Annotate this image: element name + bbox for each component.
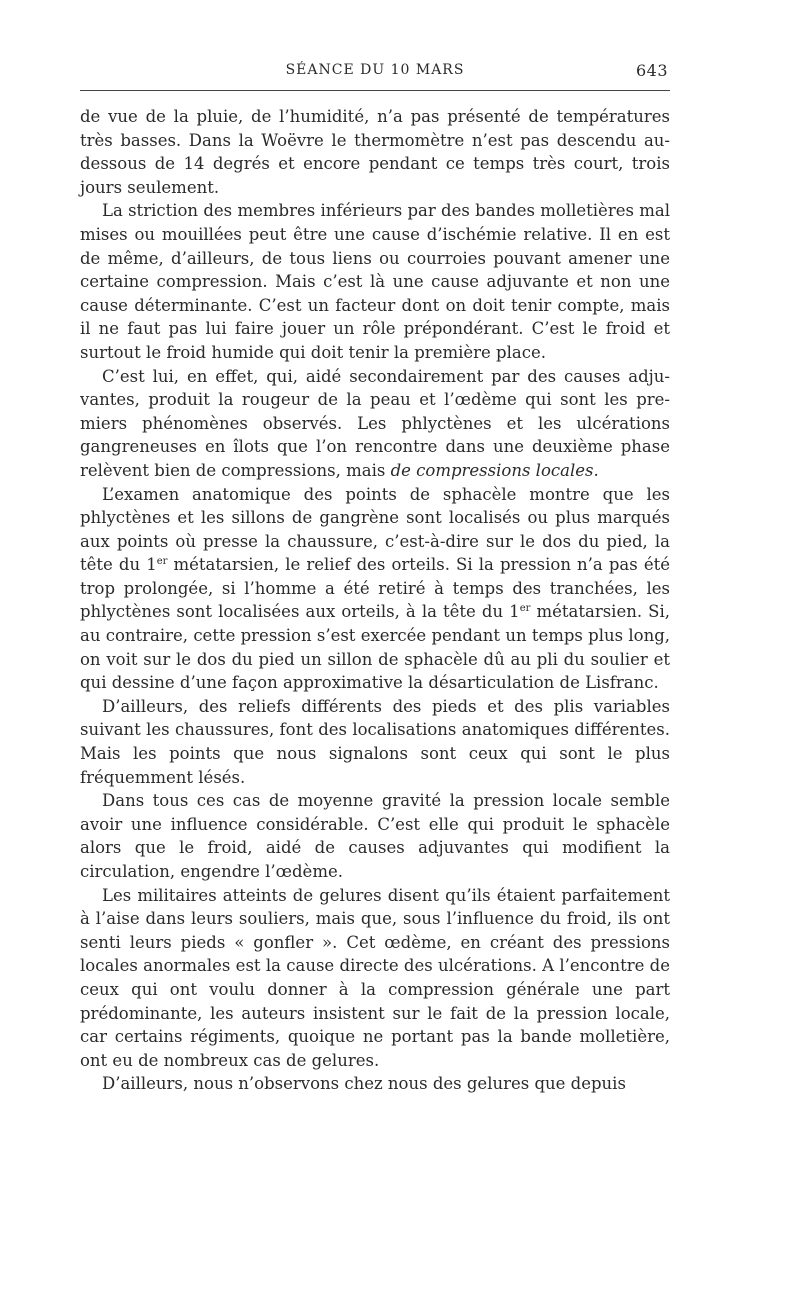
text-run: L’examen anatomique des points de sphacèle montre que les phlyctènes et les sillons de gangrène sont localisés ou plus marqués aux points où presse la chaussure, c’est-à-dire sur le dos du pied, la tête du 1 (80, 484, 670, 575)
text-run: de vue de la pluie, de l’humidité, n’a pas présenté de températures très basses. Dans la Woëvre le thermomètre n’est pas descendu au-dessous de 14 degrés et encore pendant ce temps très court, trois jours seulement. (80, 107, 670, 197)
running-title: SÉANCE DU 10 MARS (285, 62, 465, 78)
paragraph (80, 884, 670, 1073)
running-head (80, 56, 670, 84)
superscript: er (519, 603, 531, 615)
paragraph (80, 695, 670, 789)
paragraph (80, 1072, 670, 1096)
text-run: La striction des membres inférieurs par des bandes molletières mal mises ou mouillées peut être une cause d’ischémie relative. Il en est de même, d’ailleurs, de tous liens ou courroies pouvant amener une certaine compression. Mais c’est là une cause adjuvante et non une cause déterminante. C’est un facteur dont on doit tenir compte, mais il ne faut pas lui faire jouer un rôle prépondérant. C’est le froid et surtout le froid humide qui doit tenir la première place. (80, 201, 670, 362)
paragraph (80, 365, 670, 483)
header-rule (80, 90, 670, 91)
text-run: Les militaires atteints de gelures disent qu’ils étaient parfaitement à l’aise dans leurs souliers, mais que, sous l’influence du froid, ils ont senti leurs pieds « gonfler ». Cet œdème, en créant des pressions locales anormales est la cause directe des ulcérations. A l’encontre de ceux qui ont voulu donner à la compression générale une part prédominante, les auteurs insistent sur le fait de la pression locale, car certains régiments, quoique ne portant pas la bande molletière, ont eu de nombreux cas de gelures. (80, 885, 670, 1070)
paragraph (80, 105, 670, 199)
text-run: Dans tous ces cas de moyenne gravité la pression locale semble avoir une influence considérable. C’est elle qui produit le sphacèle alors que le froid, aidé de causes adjuvantes qui modifient la circulation, engendre l’œdème. (80, 791, 670, 881)
body-text (80, 105, 670, 1096)
paragraph (80, 199, 670, 364)
text-run: . (593, 460, 599, 480)
text-run: métatarsien. Si, au contraire, cette pression s’est exercée pendant un temps plus long, on voit sur le dos du pied un sillon de sphacèle dû au pli du soulier et qui dessine d’une façon approximative la désarticulation de Lisfranc. (80, 602, 670, 693)
superscript: er (156, 556, 168, 568)
italic-text: de compressions locales (390, 460, 594, 480)
text-run: D’ailleurs, des reliefs différents des pieds et des plis variables suivant les chaussures, font des localisations anatomiques différentes. Mais les points que nous signalons sont ceux qui sont le plus fréquemment lésés. (80, 696, 670, 787)
page-number: 643 (635, 61, 668, 80)
text-run: D’ailleurs, nous n’observons chez nous des gelures que depuis (102, 1074, 626, 1094)
paragraph (80, 483, 670, 695)
text-run: métatarsien, le relief des orteils. Si la pression n’a pas été trop prolongée, si l’homme a été retiré à temps des tranchées, les phlyctènes sont localisées aux orteils, à la tête du 1 (80, 555, 671, 622)
book-page (80, 56, 670, 1096)
text-run: C’est lui, en effet, qui, aidé secondairement par des causes adjuvantes, produit la rougeur de la peau et l’œdème qui sont les premiers phénomènes observés. Les phlyctènes et les ulcérations gangreneuses en îlots que l’on rencontre dans une deuxième phase relèvent bien de compressions, mais (80, 366, 670, 480)
paragraph (80, 789, 670, 883)
